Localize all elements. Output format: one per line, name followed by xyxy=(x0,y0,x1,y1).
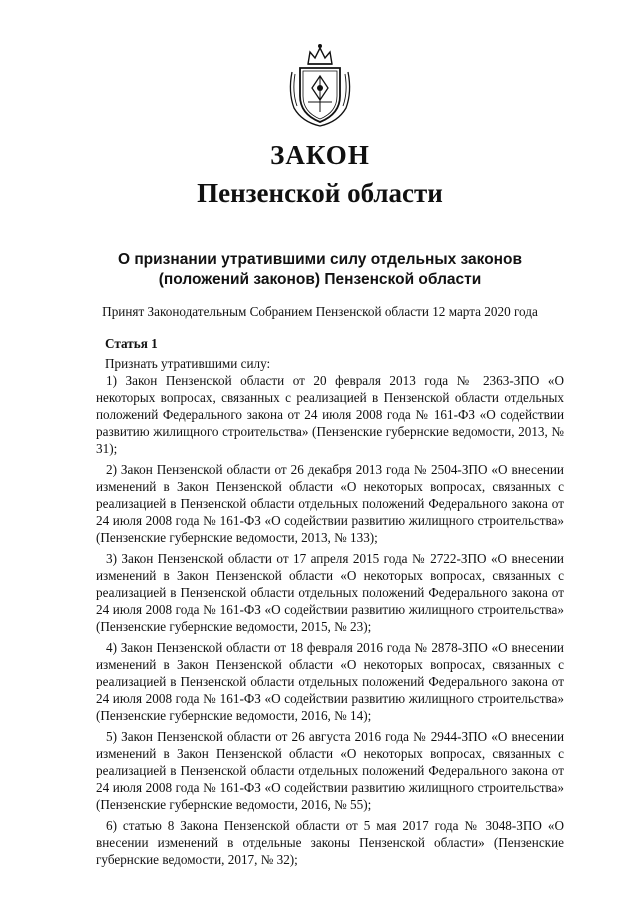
list-item: 6) статью 8 Закона Пензенской области от 5 мая 2017 года № 3048-ЗПО «О внесении изменений в отдельные законы Пензенской области» (Пензенские губернские ведомости, 2017, № 32); xyxy=(96,818,564,867)
law-heading xyxy=(80,250,560,290)
list-item: 1) Закон Пензенской области от 20 февраля 2013 года № 2363-ЗПО «О некоторых вопросах, связанных с реализацией в Пензенской области отдельных положений Федерального закона от 24 июля 2008 года № 161-ФЗ «О содействии развитию жилищного строительства» (Пензенские губернские ведомости, 2013, № 31); xyxy=(96,373,564,456)
list-item: 5) Закон Пензенской области от 26 августа 2016 года № 2944-ЗПО «О внесении изменений в Закон Пензенской области «О некоторых вопросах, связанных с реализацией в Пензенской области отдельных положений Федерального закона от 24 июля 2008 года № 161-ФЗ «О содействии развитию жилищного строительства» (Пензенские губернские ведомости, 2016, № 55); xyxy=(96,729,564,812)
list-item: 2) Закон Пензенской области от 26 декабря 2013 года № 2504-ЗПО «О внесении изменений в Закон Пензенской области «О некоторых вопросах, связанных с реализацией в Пензенской области отдельных положений Федерального закона от 24 июля 2008 года № 161-ФЗ «О содействии развитию жилищного строительства» (Пензенские губернские ведомости, 2013, № 133); xyxy=(96,462,564,545)
penza-coat-of-arms-icon xyxy=(286,42,354,128)
law-heading-line-1: О признании утратившими силу отдельных законов xyxy=(117,251,523,268)
article-intro: Признать утратившими силу: xyxy=(105,356,271,371)
list-item: 4) Закон Пензенской области от 18 февраля 2016 года № 2878-ЗПО «О внесении изменений в Закон Пензенской области «О некоторых вопросах, связанных с реализацией в Пензенской области отдельных положений Федерального закона от 24 июля 2008 года № 161-ФЗ «О содействии развитию жилищного строительства» (Пензенские губернские ведомости, 2016, № 14); xyxy=(96,640,564,723)
law-heading-line-2: (положений законов) Пензенской области xyxy=(158,271,482,288)
adoption-statement: Принят Законодательным Собранием Пензенской области 12 марта 2020 года xyxy=(102,304,538,319)
list-item: 3) Закон Пензенской области от 17 апреля 2015 года № 2722-ЗПО «О внесении изменений в Закон Пензенской области «О некоторых вопросах, связанных с реализацией в Пензенской области отдельных положений Федерального закона от 24 июля 2008 года № 161-ФЗ «О содействии развитию жилищного строительства» (Пензенские губернские ведомости, 2015, № 23); xyxy=(96,551,564,634)
law-region: Пензенской области xyxy=(197,178,443,208)
article-title: Статья 1 xyxy=(105,336,158,351)
law-title: ЗАКОН xyxy=(270,140,370,170)
repealed-laws-list xyxy=(96,372,564,872)
